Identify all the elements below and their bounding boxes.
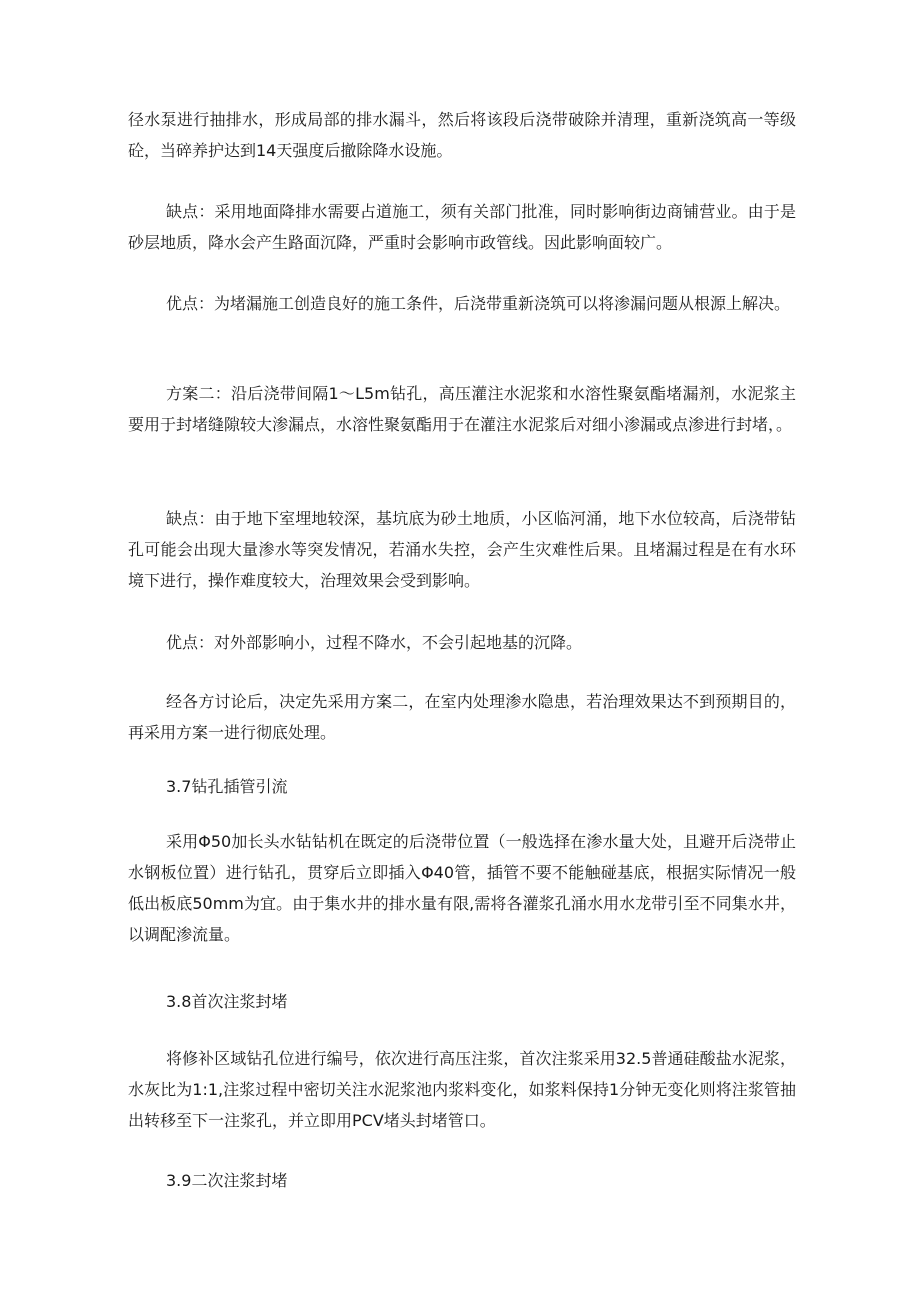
paragraph-first-grouting: 将修补区域钻孔位进行编号，依次进行高压注浆，首次注浆采用32.5普通硅酸盐水泥浆，水灰比为1:1,注浆过程中密切关注水泥浆池内浆料变化，如浆料保持1分钟无变化则将注浆管抽出转移至下一注浆孔，并立即用PCV堵头封堵管口。: [128, 1049, 796, 1130]
paragraph-decision: 经各方讨论后，决定先采用方案二，在室内处理渗水隐患，若治理效果达不到预期目的，再采用方案一进行彻底处理。: [128, 692, 796, 742]
section-heading-3-9: 3.9二次注浆封堵: [166, 1171, 288, 1190]
paragraph-plan-two: 方案二：沿后浇带间隔1〜L5m钻孔，高压灌注水泥浆和水溶性聚氨酯堵漏剂，水泥浆主要用于封堵缝隙较大渗漏点，水溶性聚氨酯用于在灌注水泥浆后对细小渗漏或点渗进行封堵，。: [128, 384, 796, 434]
section-heading-3-7: 3.7钻孔插管引流: [166, 777, 288, 796]
paragraph-advantage-1: 优点：为堵漏施工创造良好的施工条件，后浇带重新浇筑可以将渗漏问题从根源上解决。: [166, 294, 791, 313]
paragraph-continuation: 径水泵进行抽排水，形成局部的排水漏斗，然后将该段后浇带破除并清理，重新浇筑高一等级砼，当碎养护达到14天强度后撤除降水设施。: [128, 110, 796, 160]
section-heading-3-8: 3.8首次注浆封堵: [166, 992, 288, 1011]
paragraph-drilling: 采用Φ50加长头水钻钻机在既定的后浇带位置（一般选择在渗水量大处，且避开后浇带止水钢板位置）进行钻孔，贯穿后立即插入Φ40管，插管不要不能触碰基底，根据实际情况一般低出板底50mm为宜。由于集水井的排水量有限,需将各灌浆孔涌水用水龙带引至不同集水井，以调配渗流量。: [128, 832, 796, 944]
paragraph-advantage-2: 优点：对外部影响小，过程不降水，不会引起地基的沉降。: [166, 633, 583, 652]
paragraph-disadvantage-2: 缺点：由于地下室埋地较深，基坑底为砂土地质，小区临河涌，地下水位较高，后浇带钻孔可能会出现大量渗水等突发情况，若涌水失控，会产生灾难性后果。且堵漏过程是在有水环境下进行，操作难度较大，治理效果会受到影响。: [128, 509, 796, 590]
paragraph-disadvantage-1: 缺点：采用地面降排水需要占道施工，须有关部门批准，同时影响街边商铺营业。由于是砂层地质，降水会产生路面沉降，严重时会影响市政管线。因此影响面较广。: [128, 202, 796, 252]
